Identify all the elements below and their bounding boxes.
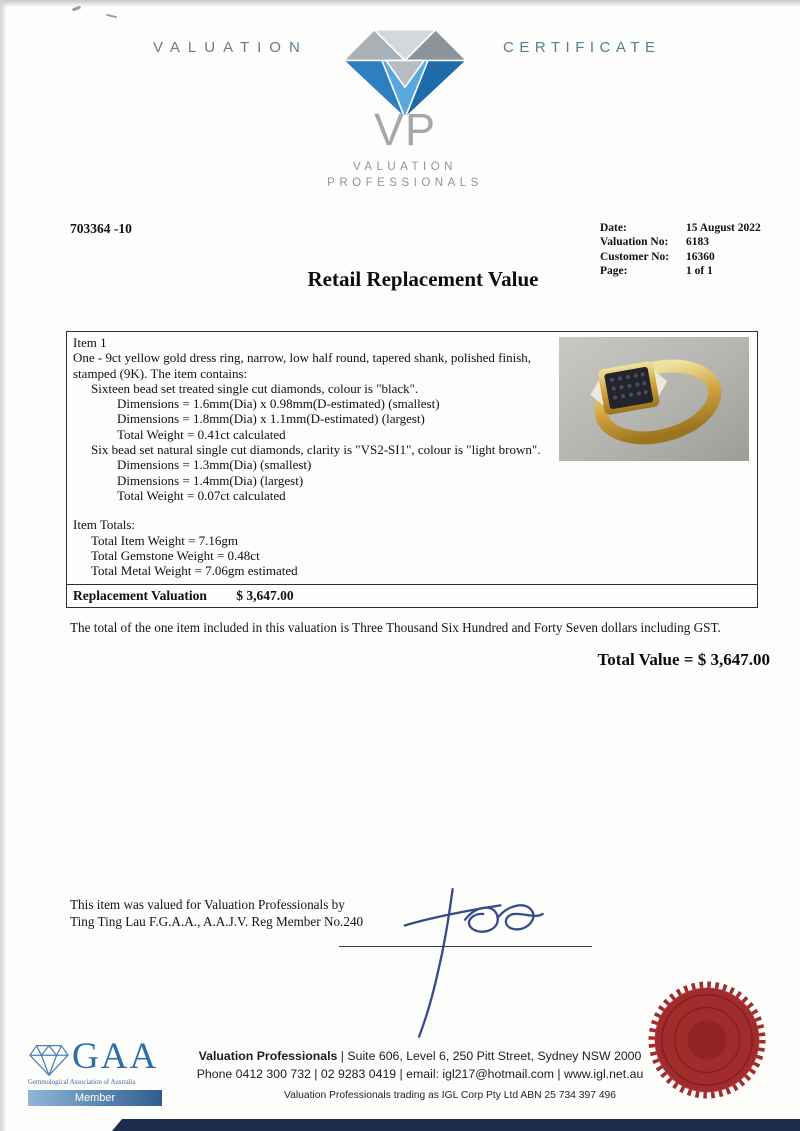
valuer-line2: Ting Ting Lau F.G.A.A., A.A.J.V. Reg Member No.240 [70,913,364,929]
brand-subline-professionals: PROFESSIONALS [327,177,483,189]
dimension-line: Dimensions = 1.4mm(Dia) (largest) [117,472,304,488]
meta-label: Valuation No: [600,236,669,249]
weight-line: Total Weight = 0.41ct calculated [117,426,286,442]
footer-address: | Suite 606, Level 6, 250 Pitt Street, Sydney NSW 2000 [340,1049,642,1063]
total-line: Total Gemstone Weight = 0.48ct [91,547,260,563]
footer-org-name: Valuation Professionals [198,1049,338,1063]
gaa-diamond-icon [28,1042,70,1078]
replacement-valuation-row [67,584,757,607]
meta-value: 15 August 2022 [686,222,761,234]
valuer-statement [70,897,363,930]
gaa-name: GAA [72,1036,159,1077]
footer-address-line [160,1049,680,1063]
section-heading: Sixteen bead set treated single cut diamonds, colour is "black". [91,380,419,396]
brand-word-certificate: CERTIFICATE [503,39,661,56]
footer-trading-line: Valuation Professionals trading as IGL Corp Pty Ltd ABN 25 734 397 496 [284,1090,616,1101]
gaa-logo-block [28,1036,173,1106]
section-heading: Six bead set natural single cut diamonds, clarity is "VS2-SI1", colour is "light brown". [91,442,541,458]
item-heading: Item 1 [73,335,107,350]
vp-monogram: VP [373,104,437,155]
footer-contact-block [160,1049,680,1101]
meta-value: 1 of 1 [686,265,713,278]
gaa-subtitle: Gemmological Association of Australia [28,1079,136,1086]
dimension-line: Dimensions = 1.3mm(Dia) (smallest) [117,457,312,473]
meta-label: Date: [600,222,627,234]
reference-number: 703364 -10 [70,221,132,236]
bottom-navy-bar [112,1119,800,1131]
footer-contact-line: Phone 0412 300 732 | 02 9283 0419 | email: igl217@hotmail.com | www.igl.net.au [196,1067,644,1081]
item-totals-heading: Item Totals: [73,517,136,533]
red-wax-seal [648,981,766,1099]
replacement-valuation-label: Replacement Valuation [73,587,207,603]
total-line: Total Metal Weight = 7.06gm estimated [91,563,298,579]
dimension-line: Dimensions = 1.8mm(Dia) x 1.1mm(D-estimated) (largest) [117,411,425,427]
spacer [73,503,749,517]
summary-sentence: The total of the one item included in this valuation is Three Thousand Six Hundred and Forty Seven dollars including GST. [70,620,721,635]
meta-value: 16360 [686,250,715,263]
brand-word-valuation: VALUATION [153,39,308,56]
scan-edge-top [0,0,800,7]
item-content [67,332,757,584]
valuer-line1: This item was valued for Valuation Professionals by [70,897,345,912]
meta-row-customer-no [600,250,761,264]
total-line: Total Item Weight = 7.16gm [91,532,239,548]
meta-row-valuation-no [600,235,761,249]
meta-label: Customer No: [600,250,670,263]
gaa-member-badge: Member [28,1090,162,1106]
ring-photo [559,337,749,461]
meta-value: 6183 [686,236,709,249]
item-description: One - 9ct yellow gold dress ring, narrow, low half round, tapered shank, polished finish, stamped (9K). The item contains: [73,350,532,381]
dimension-line: Dimensions = 1.6mm(Dia) x 0.98mm(D-estimated) (smallest) [117,396,440,412]
meta-label: Page: [600,265,628,278]
document-title: Retail Replacement Value [307,267,539,291]
weight-line: Total Weight = 0.07ct calculated [117,487,286,503]
total-value: Total Value = $ 3,647.00 [597,650,770,669]
item-box [66,331,758,608]
brand-subline-valuation: VALUATION [353,161,457,173]
pen-mark [106,14,117,19]
replacement-valuation-amount: $ 3,647.00 [236,587,294,603]
meta-row-date [600,221,761,235]
signature-scribble [352,872,582,1047]
